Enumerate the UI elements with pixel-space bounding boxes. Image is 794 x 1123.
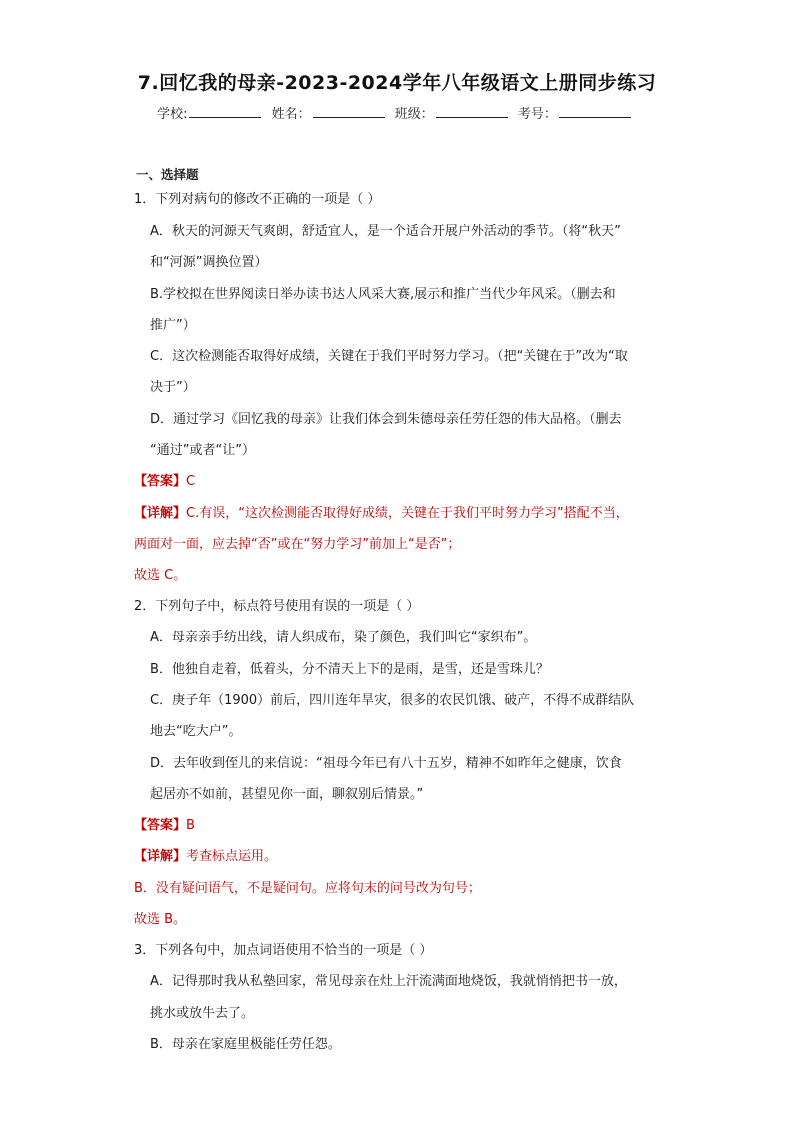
q1-option-d-line2: “通过”或者“让”） — [150, 443, 255, 458]
q1-conclusion: 故选 C。 — [134, 568, 187, 583]
name-field — [272, 103, 385, 122]
q1-detail-line1 — [134, 504, 629, 524]
q1-option-a-line1: A．秋天的河源天气爽朗，舒适宜人，是一个适合开展户外活动的季节。（将“秋天” — [150, 224, 621, 239]
name-blank[interactable] — [313, 105, 385, 118]
q3-option-a-line2: 挑水或放牛去了。 — [150, 1006, 255, 1021]
class-label: 班级： — [394, 107, 434, 122]
q2-option-b-line1: B．他独自走着，低着头，分不清天上下的是雨，是雪，还是雪珠儿？ — [150, 662, 549, 677]
q1-option-b-line1: B.学校拟在世界阅读日举办读书达人风采大赛,展示和推广当代少年风采。（删去和 — [150, 287, 616, 302]
q1-option-c-line1: C．这次检测能否取得好成绩，关键在于我们平时努力学习。（把“关键在于”改为“取 — [150, 349, 628, 364]
question-2-stem: 2．下列句子中，标点符号使用有误的一项是（ ） — [134, 599, 420, 614]
q2-conclusion: 故选 B。 — [134, 912, 187, 927]
q2-option-d-line2: 起居亦不如前，甚望见你一面，聊叙别后情景。” — [150, 787, 424, 802]
class-blank[interactable] — [436, 105, 508, 118]
student-info-row — [0, 103, 794, 122]
q2-option-a-line1: A．母亲亲手纺出线，请人织成布，染了颜色，我们叫它“家织布”。 — [150, 630, 537, 645]
q1-option-b-line2: 推广”） — [150, 318, 196, 333]
section-title: 一、选择题 — [136, 167, 199, 182]
class-field — [395, 103, 508, 122]
school-blank[interactable] — [189, 105, 261, 118]
exam-number-label: 考号： — [517, 107, 557, 122]
q3-option-b-line1: B．母亲在家庭里极能任劳任怨。 — [150, 1037, 341, 1052]
q2-detail-text1: 考查标点运用。 — [186, 849, 278, 864]
q1-detail-tag: 【详解】 — [134, 506, 187, 521]
q2-answer-value: B — [186, 818, 195, 833]
q2-detail-tag: 【详解】 — [134, 849, 187, 864]
q1-answer — [134, 472, 195, 492]
q2-detail-line2: B．没有疑问语气，不是疑问句。应将句末的问号改为句号； — [134, 881, 481, 896]
q1-answer-value: C — [186, 474, 196, 489]
q2-detail-line1 — [134, 847, 277, 867]
question-3-stem: 3．下列各句中，加点词语使用不恰当的一项是（ ） — [134, 943, 433, 958]
q2-answer — [134, 816, 195, 836]
q1-option-d-line1: D．通过学习《回忆我的母亲》让我们体会到朱德母亲任劳任怨的伟大品格。（删去 — [150, 412, 622, 427]
name-label: 姓名： — [271, 107, 311, 122]
q2-answer-tag: 【答案】 — [134, 818, 187, 833]
q1-detail-text1: C.有误，“这次检测能否取得好成绩，关键在于我们平时努力学习”搭配不当， — [186, 506, 629, 521]
q1-answer-tag: 【答案】 — [134, 474, 187, 489]
q2-option-d-line1: D．去年收到侄儿的来信说：“祖母今年已有八十五岁，精神不如昨年之健康，饮食 — [150, 756, 622, 771]
school-label: 学校: — [157, 107, 188, 122]
q1-option-c-line2: 决于”） — [150, 380, 196, 395]
question-1-stem: 1．下列对病句的修改不正确的一项是（ ） — [134, 192, 381, 207]
exam-number-field — [518, 103, 631, 122]
q2-option-c-line2: 地去“吃大户”。 — [150, 724, 242, 739]
q1-detail-line2: 两面对一面，应去掉“否”或在“努力学习”前加上“是否”； — [134, 537, 461, 552]
q3-option-a-line1: A．记得那时我从私塾回家，常见母亲在灶上汗流满面地烧饭，我就悄悄把书一放， — [150, 974, 627, 989]
page-title: 7.回忆我的母亲-2023-2024学年八年级语文上册同步练习 — [137, 72, 657, 94]
exam-number-blank[interactable] — [559, 105, 631, 118]
q2-option-c-line1: C．庚子年（1900）前后，四川连年旱灾，很多的农民饥饿、破产，不得不成群结队 — [150, 693, 635, 708]
q1-option-a-line2: 和“河源”调换位置） — [150, 255, 268, 270]
school-field — [157, 103, 261, 122]
